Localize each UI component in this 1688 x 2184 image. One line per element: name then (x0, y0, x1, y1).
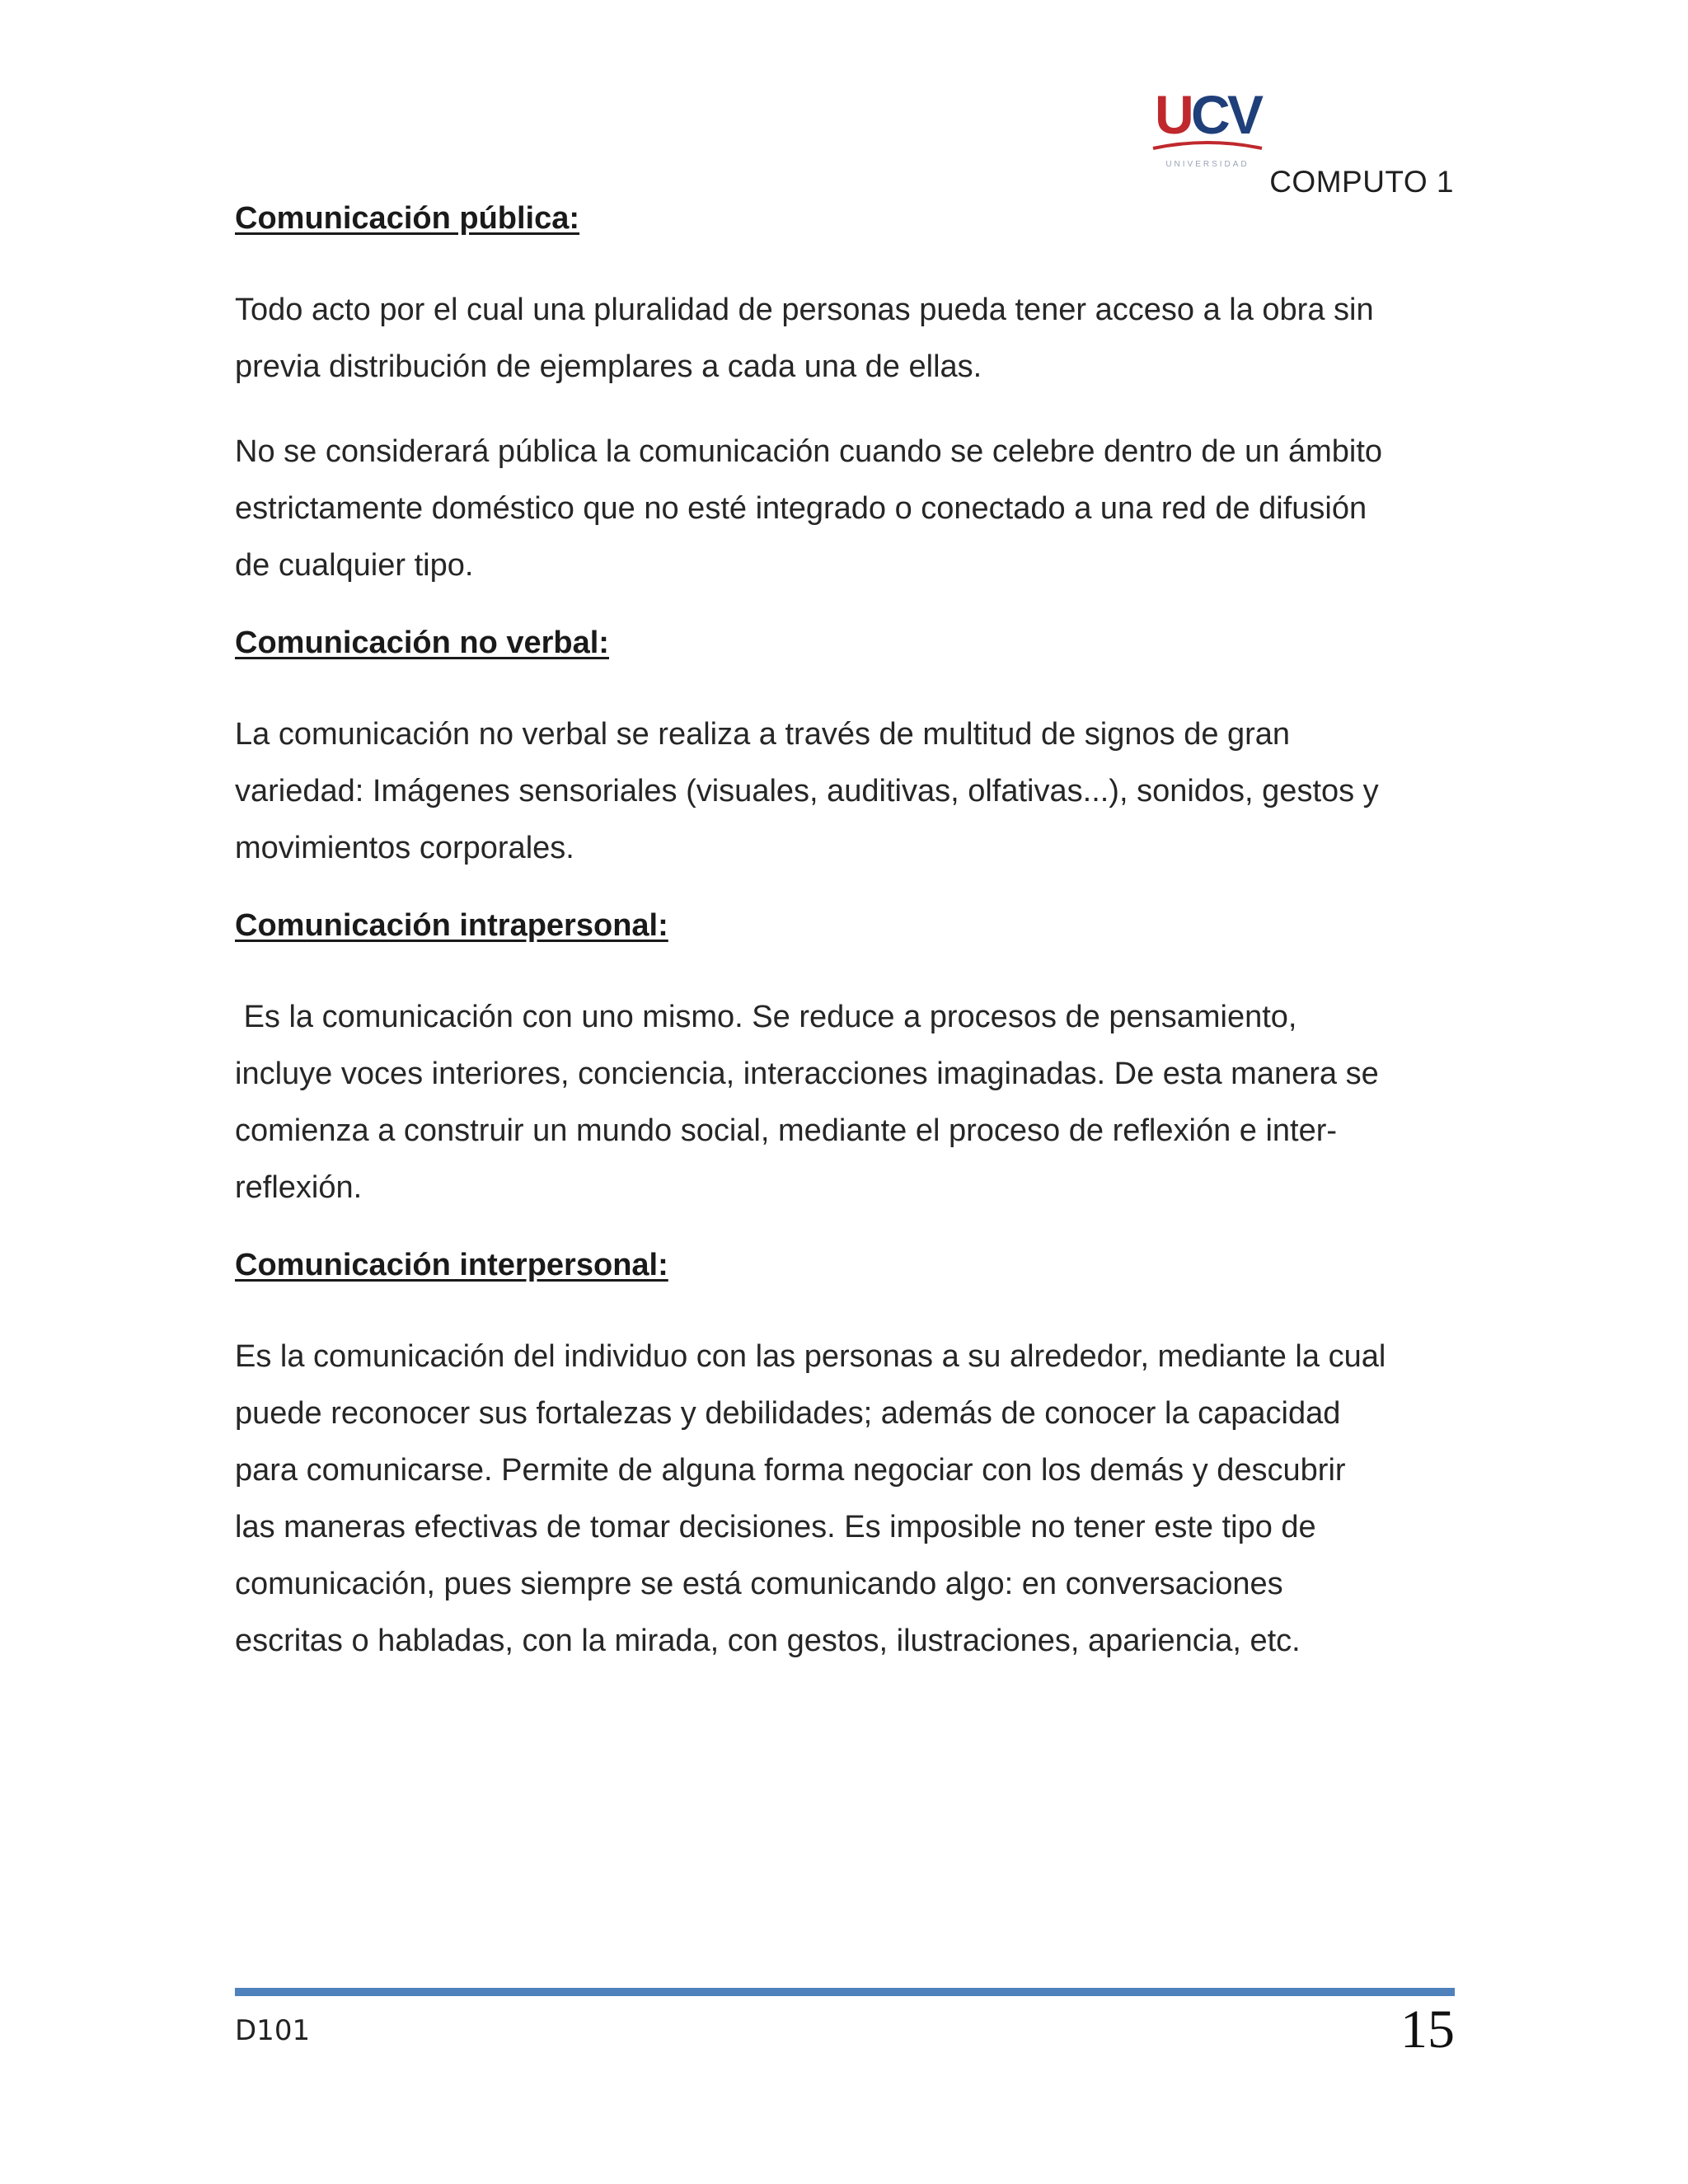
svg-text:U: U (1155, 84, 1194, 145)
page-number: 15 (1400, 1999, 1455, 2060)
section-comunicacion-interpersonal (235, 1244, 1455, 1670)
paragraph: Es la comunicación con uno mismo. Se reduce a procesos de pensamiento, incluye voces interiores, conciencia, interacciones imaginadas. De esta manera se comienza a construir un mundo social, mediante el proceso de reflexión e inter- reflexión. (235, 1000, 1379, 1205)
svg-text:UNIVERSIDAD: UNIVERSIDAD (1165, 160, 1250, 169)
section-heading: Comunicación interpersonal: (235, 1248, 668, 1282)
svg-text:C: C (1191, 84, 1231, 145)
footer-divider (235, 1988, 1455, 1996)
paragraph: La comunicación no verbal se realiza a través de multitud de signos de gran variedad: Imágenes sensoriales (visuales, auditivas, olfativas...), sonidos, gestos y movimientos corporales. (235, 717, 1379, 865)
svg-text:V: V (1227, 84, 1264, 145)
ucv-logo (1150, 82, 1265, 181)
paragraph: Es la comunicación del individuo con las personas a su alrededor, mediante la cual puede reconocer sus fortalezas y debilidades; además de conocer la capacidad para comunicarse. Permite de alguna forma negociar con los demás y descubrir las maneras efectivas de tomar decisiones. Es imposible no tener este tipo de comunicación, pues siempre se está comunicando algo: en conversaciones escritas o habladas, con la mirada, con gestos, ilustraciones, apariencia, etc. (235, 1339, 1386, 1658)
section-comunicacion-publica (235, 198, 1455, 594)
footer-code: D101 (235, 2014, 311, 2047)
section-heading: Comunicación pública: (235, 201, 580, 236)
paragraph: No se considerará pública la comunicación cuando se celebre dentro de un ámbito estrictamente doméstico que no esté integrado o conectado a una red de difusión de cualquier tipo. (235, 434, 1383, 583)
header-title: COMPUTO 1 (1269, 165, 1454, 199)
section-heading: Comunicación intrapersonal: (235, 908, 668, 943)
section-heading: Comunicación no verbal: (235, 626, 609, 660)
section-comunicacion-intrapersonal (235, 905, 1455, 1216)
paragraph: Todo acto por el cual una pluralidad de personas pueda tener acceso a la obra sin previa distribución de ejemplares a cada una de ellas. (235, 293, 1374, 384)
document-body (235, 198, 1455, 1698)
section-comunicacion-no-verbal (235, 622, 1455, 877)
